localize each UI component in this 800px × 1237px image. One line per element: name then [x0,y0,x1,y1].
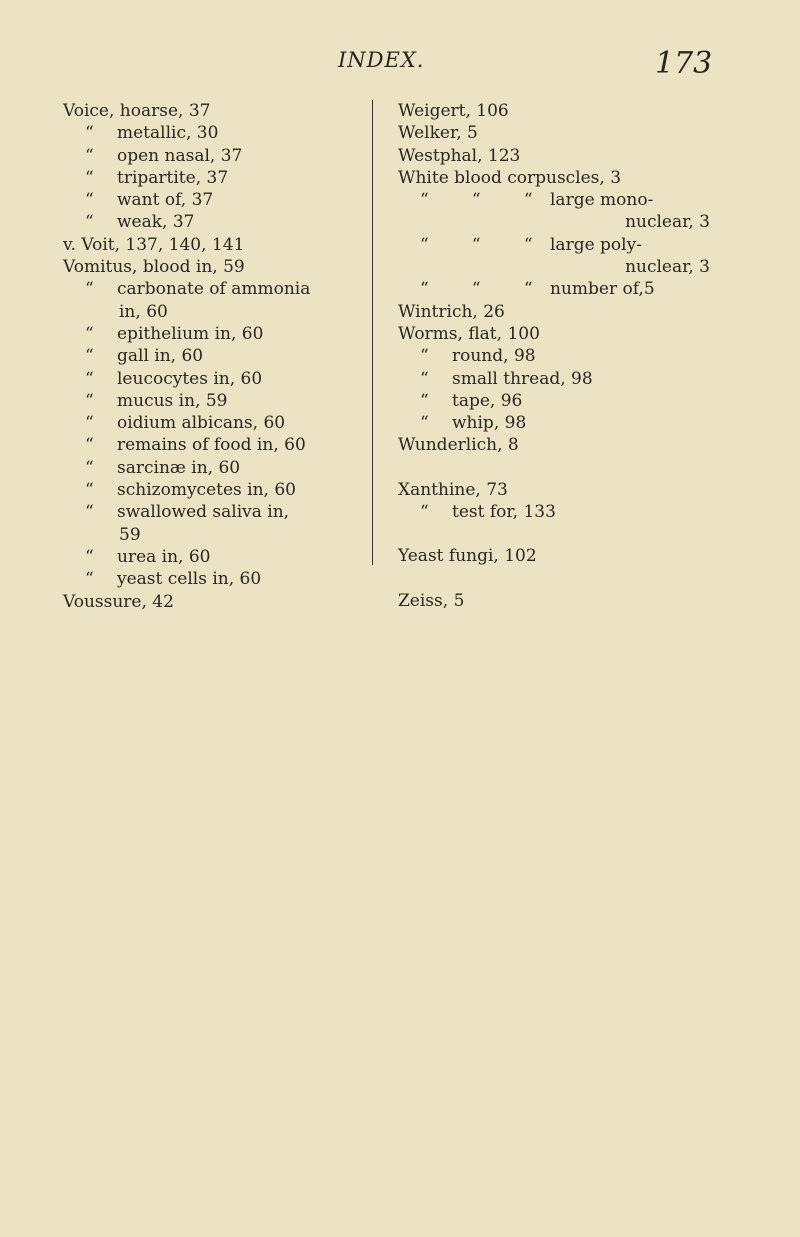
index-subentry: “ gall in, 60 [85,346,204,367]
index-subentry: “ schizomycetes in, 60 [85,480,296,501]
index-subentry: “ yeast cells in, 60 [85,569,262,590]
page-number: 173 [655,46,713,81]
ditto-mark: “ [85,123,94,144]
ditto-mark: “ [420,346,429,367]
section-gap [398,568,710,590]
section-gap [398,457,710,479]
index-continuation: nuclear, 3 [625,212,710,233]
index-subentry: “ epithelium in, 60 [85,323,264,344]
index-subentry: “ tape, 96 [420,390,523,411]
section-gap [398,523,710,545]
index-subentry: “ “ “ large poly- [420,234,642,255]
index-subentry: “ round, 98 [420,346,536,367]
ditto-mark: “ [85,212,94,233]
index-subentry: “ want of, 37 [85,190,214,211]
index-column-right [398,100,710,612]
index-entry: Wintrich, 26 [398,301,505,322]
index-subentry: “ sarcinæ in, 60 [85,457,241,478]
ditto-mark: “ [85,190,94,211]
index-continuation: in, 60 [119,301,168,322]
running-title: INDEX. [338,48,425,72]
index-entry: White blood corpuscles, 3 [398,167,622,188]
index-entry: Zeiss, 5 [398,590,465,611]
page-header [0,46,800,86]
index-entry: Westphal, 123 [398,145,521,166]
index-subentry: “ test for, 133 [420,502,556,523]
index-entry: Xanthine, 73 [398,479,508,500]
ditto-mark: “ [85,145,94,166]
ditto-mark: “ [85,480,94,501]
ditto-mark: “ [85,167,94,188]
index-continuation: 59 [119,524,141,545]
index-subentry: “ weak, 37 [85,212,195,233]
index-subentry: “ tripartite, 37 [85,167,229,188]
column-rule [372,100,373,565]
ditto-mark: “ “ “ [420,234,533,255]
ditto-mark: “ [85,546,94,567]
index-subentry: “ metallic, 30 [85,123,219,144]
ditto-mark: “ [420,390,429,411]
index-subentry: “ open nasal, 37 [85,145,243,166]
index-subentry: “ mucus in, 59 [85,390,228,411]
index-subentry: “ oidium albicans, 60 [85,413,286,434]
index-subentry: “ remains of food in, 60 [85,435,306,456]
ditto-mark: “ [420,502,429,523]
ditto-mark: “ [85,435,94,456]
index-subentry: “ swallowed saliva in, [85,502,290,523]
index-subentry: “ whip, 98 [420,413,527,434]
ditto-mark: “ [85,457,94,478]
ditto-mark: “ [85,569,94,590]
index-subentry: “ small thread, 98 [420,368,593,389]
ditto-mark: “ [85,279,94,300]
ditto-mark: “ [85,323,94,344]
ditto-mark: “ [85,368,94,389]
index-entry: v. Voit, 137, 140, 141 [63,234,245,255]
index-subentry: “ “ “ number of,5 [420,279,655,300]
index-subentry: “ leucocytes in, 60 [85,368,263,389]
index-entry: Voice, hoarse, 37 [63,101,211,121]
index-entry: Wunderlich, 8 [398,435,519,456]
ditto-mark: “ [85,502,94,523]
index-subentry: “ urea in, 60 [85,546,211,567]
index-entry: Vomitus, blood in, 59 [63,257,245,278]
ditto-mark: “ [420,368,429,389]
ditto-mark: “ [85,413,94,434]
ditto-mark: “ [85,346,94,367]
index-entry: Weigert, 106 [398,101,509,121]
index-column-left [63,100,373,613]
ditto-mark: “ [420,413,429,434]
index-subentry: “ carbonate of ammonia [85,279,311,300]
ditto-mark: “ “ “ [420,279,533,300]
index-entry: Worms, flat, 100 [398,323,540,344]
index-entry: Welker, 5 [398,123,478,144]
index-entry: Voussure, 42 [63,591,174,612]
index-continuation: nuclear, 3 [625,257,710,278]
index-entry: Yeast fungi, 102 [398,546,537,567]
ditto-mark: “ [85,390,94,411]
ditto-mark: “ “ “ [420,190,533,211]
index-subentry: “ “ “ large mono- [420,190,654,211]
